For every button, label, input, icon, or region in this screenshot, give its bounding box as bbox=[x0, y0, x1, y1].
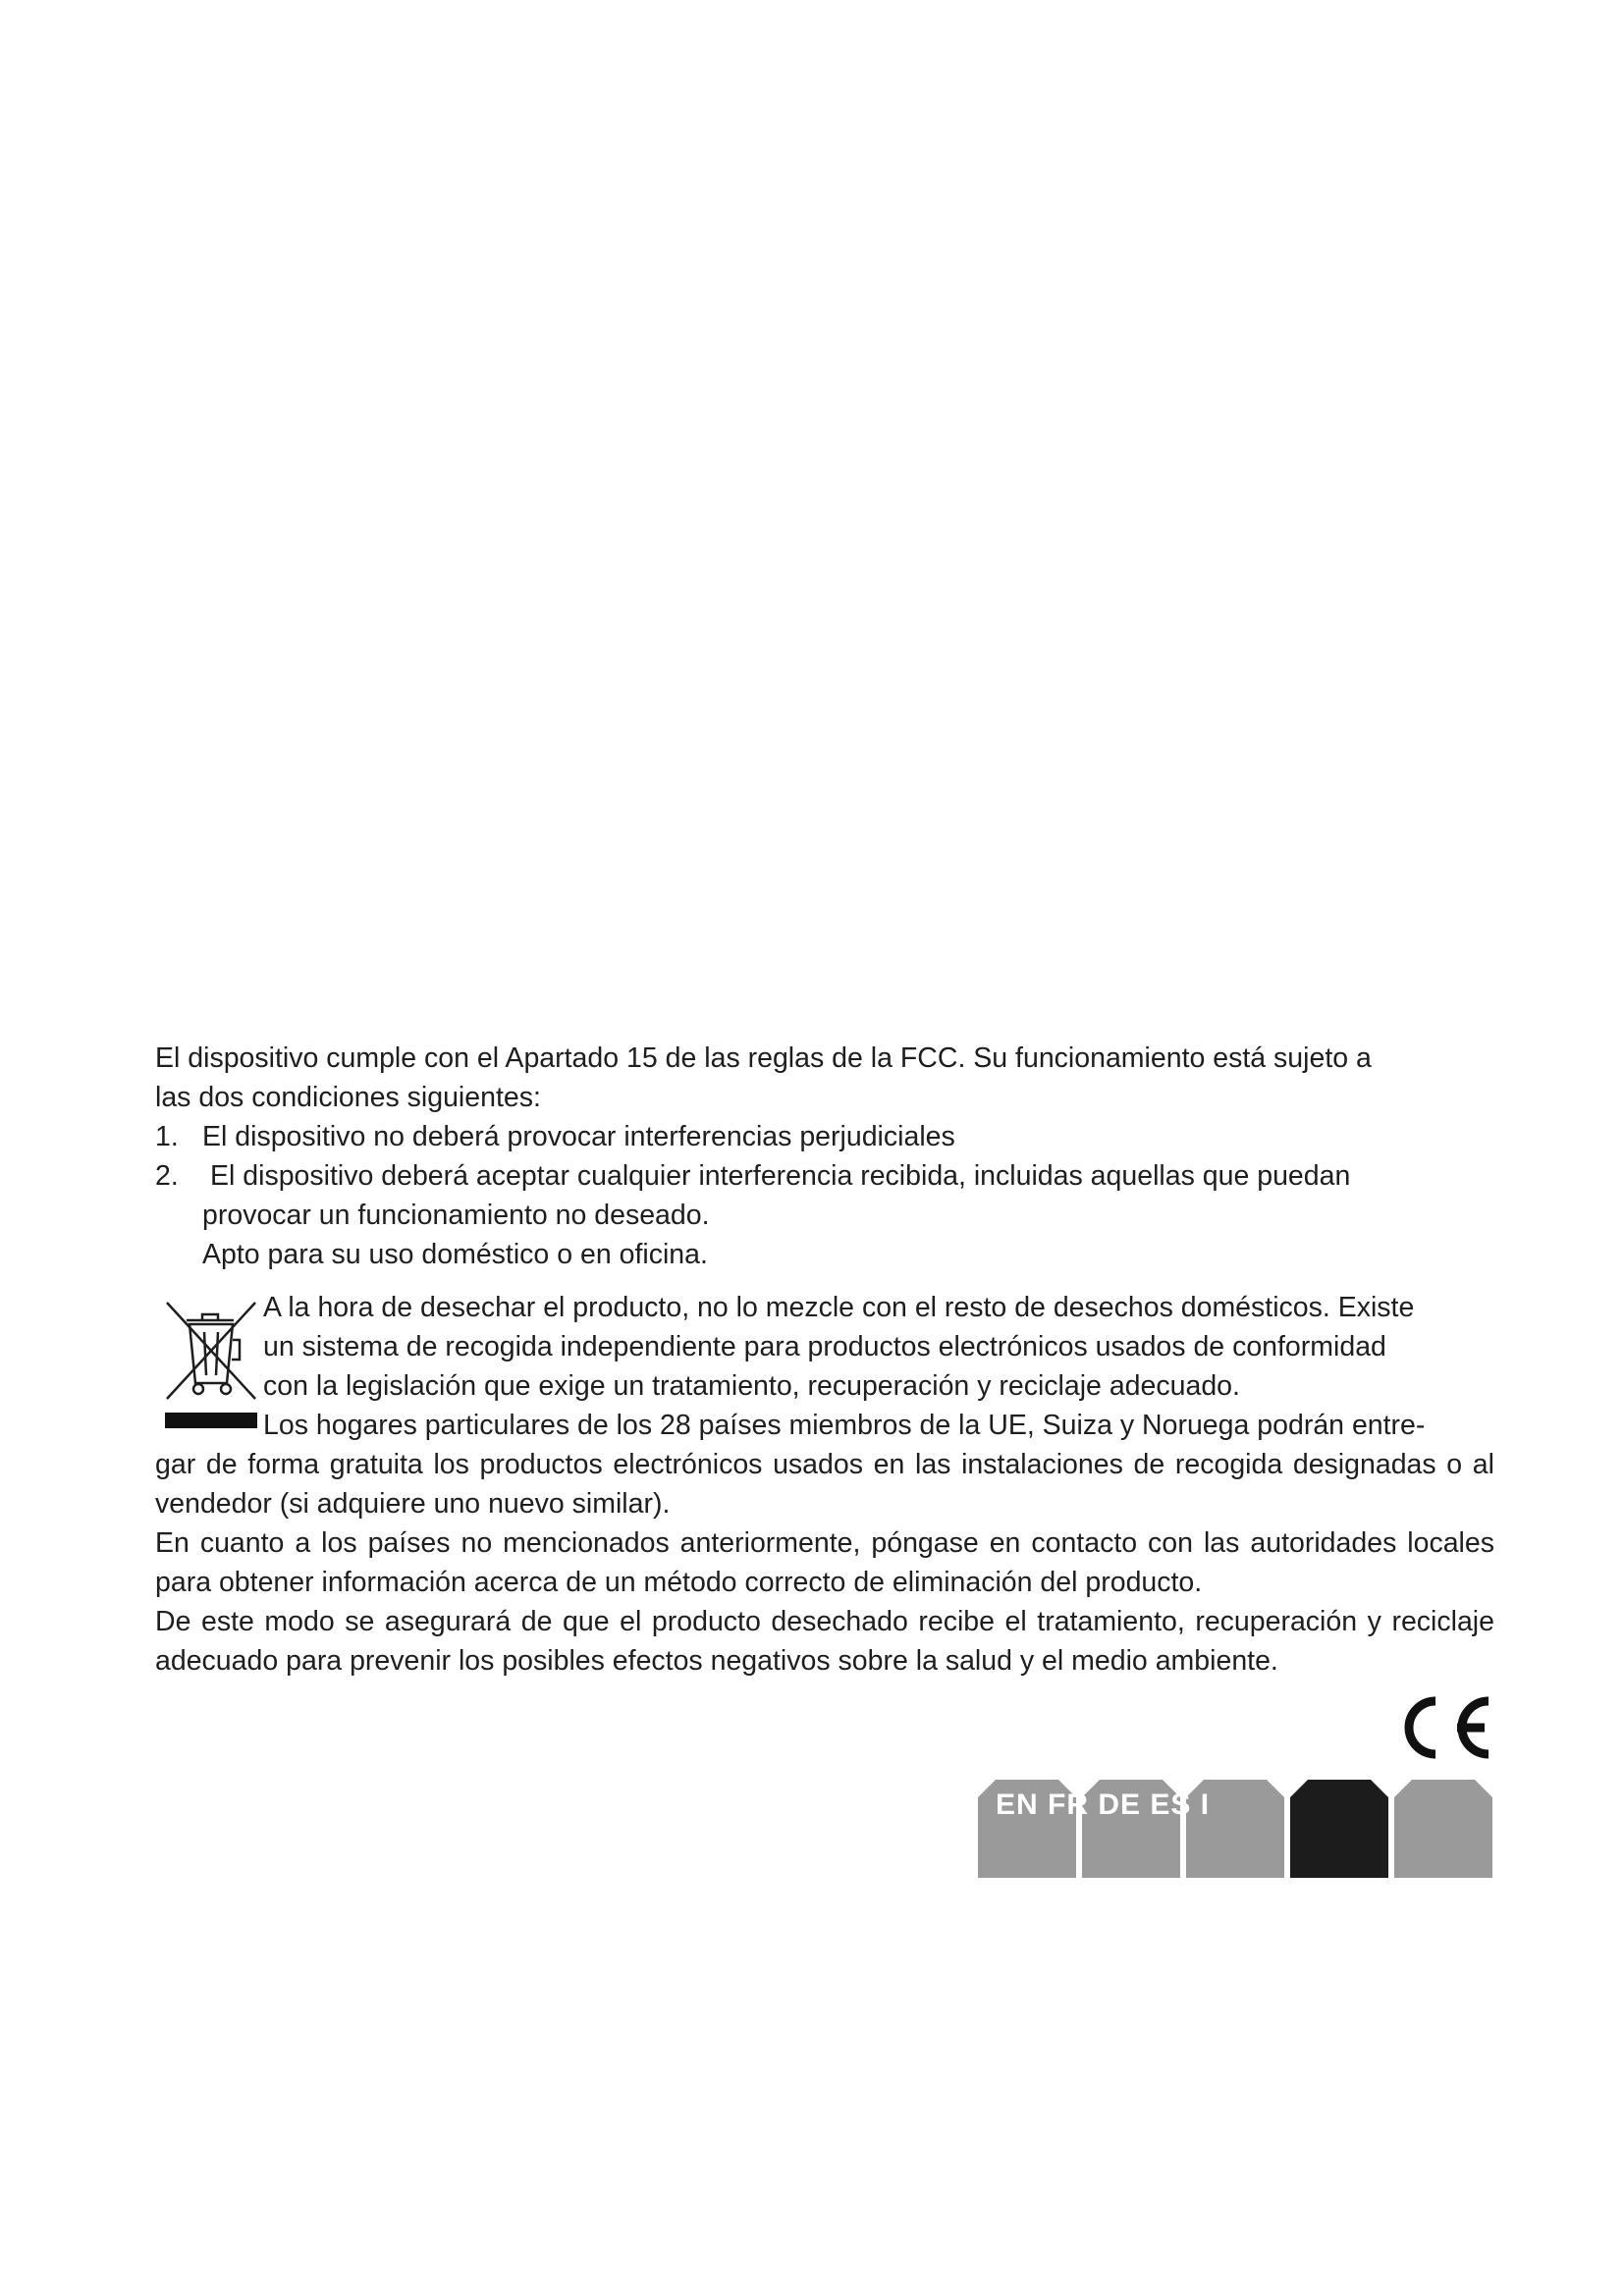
weee-line-3: con la legislación que exige un tratamiento, recuperación y reciclaje adecuado. bbox=[263, 1370, 1240, 1402]
weee-paragraph-continued: gar de forma gratuita los productos electrónicos usados en las instalaciones de recogida designadas o al vendedor (si adquiere uno nuevo similar). bbox=[155, 1449, 1494, 1520]
language-tab-active bbox=[1290, 1780, 1388, 1878]
fcc-conditions-list bbox=[155, 1117, 1490, 1274]
fcc-intro-line-1: El dispositivo cumple con el Apartado 15 de las reglas de la FCC. Su funcionamiento está sujeto a bbox=[155, 1042, 1372, 1074]
weee-paragraph-3: De este modo se asegurará de que el producto desechado recibe el tratamiento, recuperación y reciclaje adecuado para prevenir los posibles efectos negativos sobre la salud y el medio ambiente. bbox=[155, 1606, 1494, 1677]
list-number: 1. bbox=[155, 1121, 179, 1152]
fcc-intro bbox=[155, 1039, 1490, 1117]
fcc-intro-line-2: las dos condiciones siguientes: bbox=[155, 1082, 541, 1113]
fcc-usage-note: Apto para su uso doméstico o en oficina. bbox=[202, 1239, 708, 1270]
weee-line-1: A la hora de desechar el producto, no lo mezcle con el resto de desechos domésticos. Existe bbox=[263, 1292, 1415, 1323]
fcc-condition-2-continued: provocar un funcionamiento no deseado. bbox=[202, 1200, 710, 1231]
fcc-condition-1 bbox=[155, 1117, 1490, 1156]
weee-line-2: un sistema de recogida independiente para productos electrónicos usados de conformidad bbox=[263, 1331, 1386, 1362]
list-number: 2. bbox=[155, 1160, 179, 1192]
weee-paragraph-2: En cuanto a los países no mencionados anteriormente, póngase en contacto con las autoridades locales para obtener información acerca de un método correcto de eliminación del producto. bbox=[155, 1527, 1494, 1598]
weee-line-4: Los hogares particulares de los 28 países miembros de la UE, Suiza y Noruega podrán entre- bbox=[263, 1410, 1426, 1441]
fcc-condition-2 bbox=[155, 1156, 1490, 1196]
language-tab bbox=[1394, 1780, 1492, 1878]
language-tabs-label: EN FR DE ES I bbox=[996, 1789, 1211, 1821]
ce-mark-icon bbox=[1392, 1693, 1494, 1762]
weee-disposal-notice bbox=[155, 1288, 1494, 1681]
language-tabs bbox=[978, 1780, 1498, 1878]
list-text: El dispositivo no deberá provocar interferencias perjudiciales bbox=[202, 1121, 955, 1152]
list-text: El dispositivo deberá aceptar cualquier interferencia recibida, incluidas aquellas que puedan bbox=[210, 1160, 1351, 1192]
